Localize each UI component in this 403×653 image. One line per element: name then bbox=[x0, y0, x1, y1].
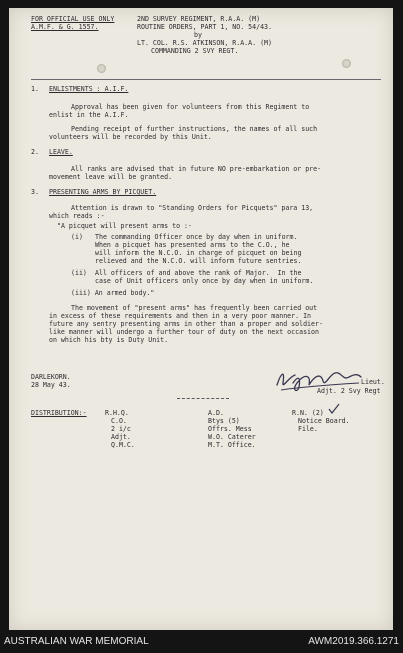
paragraph-line: in excess of these requirements and then in a very poor manner. In bbox=[49, 312, 312, 320]
paragraph-line: future any sentry presenting arms in other than a proper and soldier- bbox=[49, 320, 323, 328]
distribution-entry: Btys (5) bbox=[208, 417, 240, 425]
distribution-entry: R.N. (2) bbox=[292, 409, 324, 417]
punch-hole bbox=[97, 64, 106, 73]
distribution-entry: R.H.Q. bbox=[105, 409, 129, 417]
distribution-entry: Notice Board. bbox=[298, 417, 350, 425]
section-title: ENLISTMENTS : A.I.F. bbox=[49, 85, 129, 93]
distribution-entry: Q.M.C. bbox=[111, 441, 135, 449]
list-line: The commanding Officer once by day when in uniform. bbox=[95, 233, 298, 241]
list-line: (iii) An armed body." bbox=[71, 289, 155, 297]
distribution-entry: A.D. bbox=[208, 409, 224, 417]
paragraph-line: All ranks are advised that in future NO pre-embarkation or pre- bbox=[71, 165, 322, 173]
separator-dashes bbox=[177, 398, 229, 399]
list-line: relieved and the N.C.O. will inform future sentries. bbox=[95, 257, 302, 265]
section-number: 2. bbox=[31, 148, 39, 156]
by-line: by bbox=[194, 31, 202, 39]
date-line: 28 May 43. bbox=[31, 381, 71, 389]
paragraph-line: The movement of "present arms" has frequently been carried out bbox=[71, 304, 318, 312]
distribution-entry: Offrs. Mess bbox=[208, 425, 252, 433]
distribution-entry: 2 i/c bbox=[111, 425, 131, 433]
list-line: will inform the N.C.O. in charge of picquet on being bbox=[95, 249, 302, 257]
section-number: 1. bbox=[31, 85, 39, 93]
quote-line: "A picquet will present arms to :- bbox=[57, 222, 192, 230]
distribution-entry: M.T. Office. bbox=[208, 441, 256, 449]
punch-hole bbox=[342, 59, 351, 68]
tick-mark-icon bbox=[327, 403, 341, 415]
form-reference: A.M.F. & G. 1557. bbox=[31, 23, 99, 31]
paragraph-line: Pending receipt of further instructions, the names of all such bbox=[71, 125, 318, 133]
distribution-entry: W.O. Caterer bbox=[208, 433, 256, 441]
paragraph-line: on which his bty is Duty Unit. bbox=[49, 336, 169, 344]
signatory-appointment: Adjt. 2 Svy Regt bbox=[317, 387, 381, 395]
list-marker: (i) bbox=[71, 233, 83, 241]
distribution-label: DISTRIBUTION:- bbox=[31, 409, 87, 417]
paragraph-line: Attention is drawn to "Standing Orders for Picquets" para 13, bbox=[71, 204, 314, 212]
archive-reference: AWM2019.366.1271 bbox=[308, 636, 399, 647]
command-title: COMMANDING 2 SVY REGT. bbox=[151, 47, 239, 55]
archive-footer bbox=[0, 631, 403, 653]
archive-name: AUSTRALIAN WAR MEMORIAL bbox=[4, 636, 149, 647]
section-title: LEAVE. bbox=[49, 148, 73, 156]
distribution-entry: File. bbox=[298, 425, 318, 433]
unit-name: 2ND SURVEY REGIMENT, R.A.A. (M) bbox=[137, 15, 261, 23]
paragraph-line: enlist in the A.I.F. bbox=[49, 111, 129, 119]
paragraph-line: movement leave will be granted. bbox=[49, 173, 173, 181]
orders-number: ROUTINE ORDERS, PART 1, NO. 54/43. bbox=[137, 23, 272, 31]
paragraph-line: which reads :- bbox=[49, 212, 105, 220]
classification-marking: FOR OFFICIAL USE ONLY bbox=[31, 15, 115, 23]
list-line: When a picquet has presented arms to the C.O., he bbox=[95, 241, 290, 249]
commanding-officer: LT. COL. R.S. ATKINSON, R.A.A. (M) bbox=[137, 39, 272, 47]
paragraph-line: Approval has been given for volunteers from this Regiment to bbox=[71, 103, 310, 111]
section-title: PRESENTING ARMS BY PICQUET. bbox=[49, 188, 157, 196]
list-line: case of Unit officers only once by day when in uniform. bbox=[95, 277, 314, 285]
header-rule bbox=[31, 79, 381, 80]
place-line: DARLEKORN. bbox=[31, 373, 71, 381]
paragraph-line: like manner will undergo a further tour of duty on the next occasion bbox=[49, 328, 319, 336]
list-marker: (ii) bbox=[71, 269, 87, 277]
document-page bbox=[9, 8, 393, 630]
signatory-rank: Lieut. bbox=[361, 378, 385, 386]
distribution-entry: C.O. bbox=[111, 417, 127, 425]
list-line: All officers of and above the rank of Major. In the bbox=[95, 269, 302, 277]
section-number: 3. bbox=[31, 188, 39, 196]
paragraph-line: volunteers will be recorded by this Unit. bbox=[49, 133, 212, 141]
distribution-entry: Adjt. bbox=[111, 433, 131, 441]
